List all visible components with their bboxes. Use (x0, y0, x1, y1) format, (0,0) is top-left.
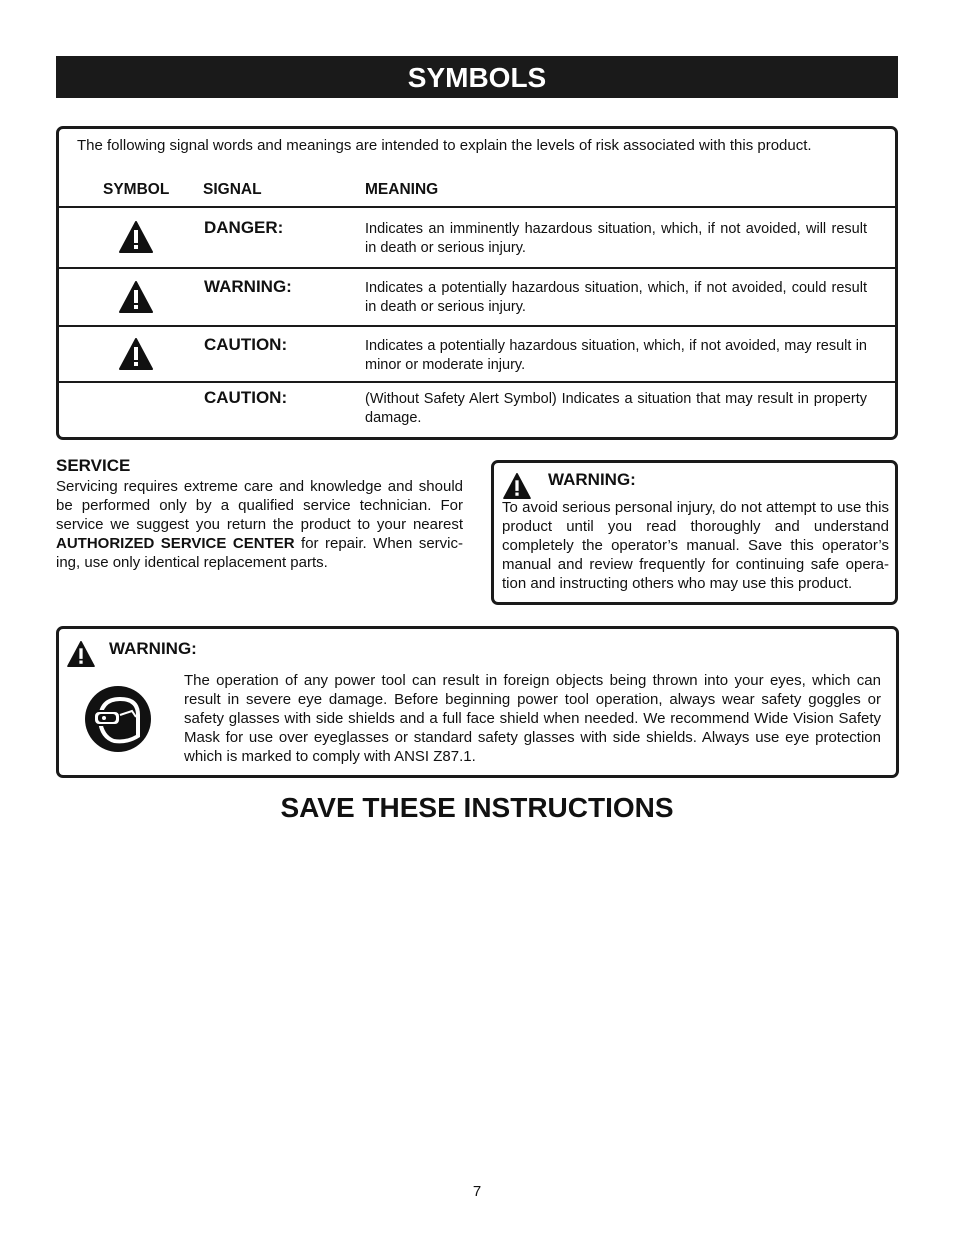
manual-warning-text: To avoid serious personal injury, do not attempt to use this product until you read thoroughly and understand completely the operator’s manual. Save this operator’s manual and review frequently for continuing safe opera-tion and instructing others who may use this product. (502, 499, 889, 592)
eye-warning-text: The operation of any power tool can result in foreign objects being thrown into your eyes, which can result in severe eye damage. Before beginning power tool operation, always wear safety goggles or safety glasses with side shields and a full face shield when needed. We recommend Wide Vision Safety Mask for use over eyeglasses or standard safety glasses with side shields. Always use eye protection which is marked to comply with ANSI Z87.1. (184, 672, 881, 765)
header-meaning: MEANING (365, 181, 439, 198)
service-center-emphasis: AUTHORIZED SERVICE CENTER (56, 535, 295, 552)
signal-caution: CAUTION: (204, 335, 288, 354)
safety-glasses-icon (84, 685, 152, 753)
save-instructions-heading: SAVE THESE INSTRUCTIONS (280, 792, 674, 823)
service-text (56, 477, 463, 572)
symbols-table (56, 126, 898, 440)
manual-warning-box (491, 460, 898, 605)
alert-triangle-icon (119, 281, 153, 313)
alert-triangle-icon (119, 221, 153, 253)
eye-warning-box (56, 626, 899, 778)
service-text-part: for repair. When servic-ing, use only identical replacement parts. (56, 535, 464, 571)
meaning-danger: Indicates an imminently hazardous situation, which, if not avoided, will result in death or serious injury. (365, 221, 867, 256)
header-symbol: SYMBOL (103, 181, 170, 198)
row-divider (59, 206, 895, 208)
service-heading: SERVICE (56, 456, 131, 475)
eye-warning-title: WARNING: (109, 639, 197, 658)
alert-triangle-icon (67, 641, 95, 667)
row-divider (59, 325, 895, 327)
alert-triangle-icon (503, 473, 531, 499)
row-divider (59, 381, 895, 383)
signal-warning: WARNING: (204, 277, 292, 296)
signal-danger: DANGER: (204, 218, 284, 237)
meaning-warning: Indicates a potentially hazardous situation, which, if not avoided, could result in death or serious injury. (365, 280, 867, 315)
page-number: 7 (472, 1183, 482, 1200)
page-title-banner (56, 56, 898, 98)
signal-caution-property: CAUTION: (204, 388, 288, 407)
alert-triangle-icon (119, 338, 153, 370)
manual-warning-title: WARNING: (548, 470, 636, 489)
header-signal: SIGNAL (203, 181, 262, 198)
meaning-caution-property: (Without Safety Alert Symbol) Indicates a situation that may result in property damage. (365, 391, 867, 426)
meaning-caution: Indicates a potentially hazardous situation, which, if not avoided, may result in minor or moderate injury. (365, 338, 867, 373)
row-divider (59, 267, 895, 269)
symbols-intro: The following signal words and meanings are intended to explain the levels of risk associated with this product. (77, 137, 812, 154)
service-text-part: Servicing requires extreme care and knowledge and should be performed only by a qualified service technician. For service we suggest you return the product to your nearest (56, 478, 463, 533)
page-title: SYMBOLS (407, 62, 547, 93)
